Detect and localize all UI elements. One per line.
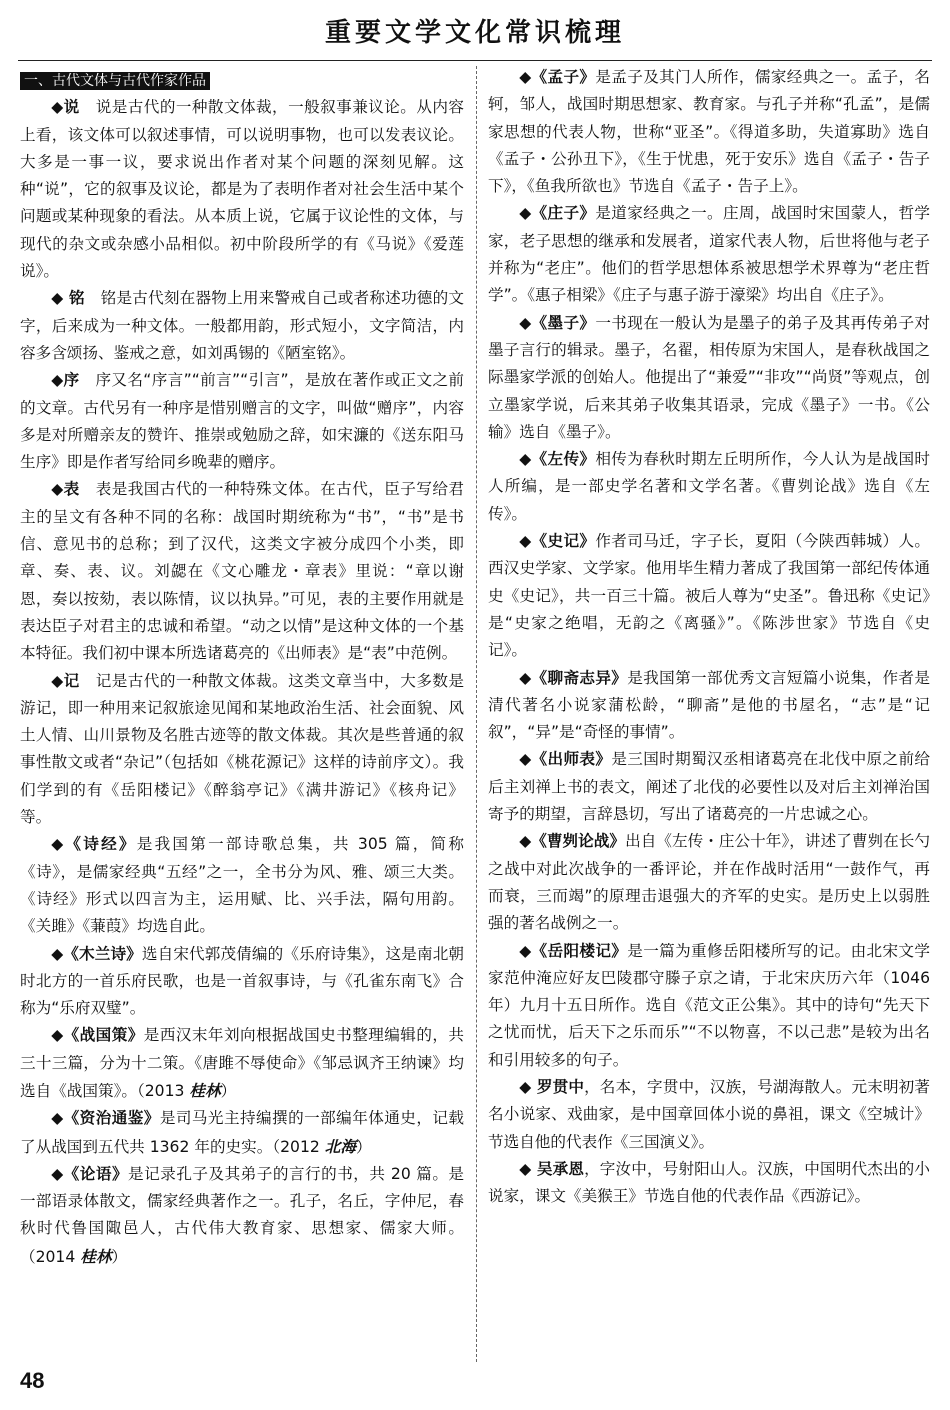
entry-term: ◆《聊斋志异》 [519,668,628,687]
entry [488,828,930,937]
entry [488,1156,930,1211]
entry-term: ◆ 罗贯中 [519,1077,585,1096]
entry-body: 一书现在一般认为是墨子的弟子及其再传弟子对墨子言行的辑录。墨子，名翟，相传原为宋国人，是春秋战国之际墨家学派的创始人。他提出了“兼爱”“非攻”“尚贤”等观点，创立墨家学说，后来其弟子收集其语录，完成《墨子》一书。《公输》选自《墨子》。 [488,313,930,441]
entry-body: 是道家经典之一。庄周，战国时宋国蒙人，哲学家，老子思想的继承和发展者，道家代表人物，后世将他与老子并称为“老庄”。他们的哲学思想体系被思想学术界尊为“老庄哲学”。《惠子相梁》《庄子与惠子游于濠梁》均出自《庄子》。 [488,204,930,305]
entry-term: ◆《孟子》 [519,68,596,86]
entry [488,64,930,200]
entry-term: ◆《左传》 [519,450,596,469]
entry-term: ◆《资治通鉴》 [51,1109,160,1128]
entry-term: ◆《墨子》 [519,313,596,332]
entry-body: 是一篇为重修岳阳楼所写的记。由北宋文学家范仲淹应好友巴陵郡守滕子京之请，于北宋庆历六年（1046 年）九月十五日所作。选自《范文正公集》。其中的诗句“先天下之忧而忧，后天下之乐而乐”“不以物喜，不以己悲”是较为出名和引用较多的句子。 [488,941,930,1069]
entry-term: ◆ 铭 [51,289,85,308]
entry-body: 是我国第一部诗歌总集，共 305 篇，简称《诗》，是儒家经典“五经”之一，全书分为风、雅、颂三大类。《诗经》形式以四言为主，运用赋、比、兴手法，隔句用韵。《关雎》《蒹葭》均选自此。 [20,835,464,936]
entry [20,285,464,367]
entry-body: 相传为春秋时期左丘明所作，今人认为是战国时人所编，是一部史学名著和文学名著。《曹刿论战》选自《左传》。 [488,450,930,523]
exam-source: 北海 [324,1136,356,1156]
entry-body: 说是古代的一种散文体裁，一般叙事兼议论。从内容上看，该文体可以叙述事情，可以说明事物，也可以发表议论。大多是一事一议，要求说出作者对某个问题的深刻见解。这种“说”，它的叙事及议论，都是为了表明作者对社会生活中某个问题或某种现象的看法。从本质上说，它属于议论性的文体，与现代的杂文或杂感小品相似。初中阶段所学的有《马说》《爱莲说》。 [20,98,464,281]
entry-body: 是西汉末年刘向根据战国史书整理编辑的，共三十三篇，分为十二策。《唐雎不辱使命》《邹忌讽齐王纳谏》均选自《战国策》。（2013 [20,1026,464,1100]
entry [20,476,464,667]
entry-term: ◆《论语》 [51,1164,129,1183]
entry [488,938,930,1074]
entry [20,831,464,940]
entry [20,94,464,285]
left-column [20,64,464,1271]
closing-paren: ） [111,1247,128,1266]
entry-body: 是司马光主持编撰的一部编年体通史，记载了从战国到五代共 1362 年的史实。（2012 [20,1109,464,1156]
entry-body: 表是我国古代的一种特殊文体。在古代，臣子写给君主的呈文有各种不同的名称：战国时期统称为“书”，“书”是书信、意见书的总称；到了汉代，这类文字被分成四个小类，即章、奏、表、议。刘勰在《文心雕龙・章表》里说：“章以谢恩，奏以按劾，表以陈情，议以执异。”可见，表的主要作用就是表达臣子对君主的忠诚和希望。“动之以情”是这种文体的一个基本特征。我们初中课本所选诸葛亮的《出师表》是“表”中范例。 [20,480,464,663]
entry-term: ◆《曹刿论战》 [519,832,626,851]
entry [488,1074,930,1156]
entry-body: 作者司马迁，字子长，夏阳（今陕西韩城）人。西汉史学家、文学家。他用毕生精力著成了我国第一部纪传体通史《史记》，共一百三十篇。被后人尊为“史圣”。鲁迅称《史记》是“史家之绝唱，无韵之《离骚》”。《陈涉世家》节选自《史记》。 [488,532,930,660]
entry [20,941,464,1023]
entry-body: 是孟子及其门人所作，儒家经典之一。孟子，名轲，邹人，战国时期思想家、教育家。与孔子并称“孔孟”，是儒家思想的代表人物，世称“亚圣”。《得道多助，失道寡助》选自《孟子・公孙丑下》，《生于忧患，死于安乐》选自《孟子・告子下》，《鱼我所欲也》节选自《孟子・告子上》。 [488,68,930,196]
closing-paren: ） [355,1137,372,1156]
entry-term: ◆《庄子》 [519,204,596,223]
entry [488,528,930,664]
entry-body: 是我国第一部优秀文言短篇小说集，作者是清代著名小说家蒲松龄，“聊斋”是他的书屋名，“志”是“记叙”，“异”是“奇怪的事情”。 [488,668,930,742]
entry-body: 选自宋代郭茂倩编的《乐府诗集》，这是南北朝时北方的一首乐府民歌，也是一首叙事诗，与《孔雀东南飞》合称为“乐府双璧”。 [20,944,464,1018]
entry-term: ◆表 [51,480,80,499]
entry-body: ，字汝中，号射阳山人。汉族，中国明代杰出的小说家，课文《美猴王》节选自他的代表作品《西游记》。 [488,1159,930,1206]
entry-term: ◆序 [51,371,80,390]
entry-term: ◆《木兰诗》 [51,944,142,963]
entry [20,668,464,832]
title-rule [18,60,932,61]
exam-source: 桂林 [80,1246,112,1266]
entry-body: ，名本，字贯中，汉族，号湖海散人。元末明初著名小说家、戏曲家，是中国章回体小说的鼻祖，课文《空城计》节选自他的代表作《三国演义》。 [488,1077,930,1151]
entry [20,1022,464,1105]
entry [20,1105,464,1161]
entry-body: 铭是古代刻在器物上用来警戒自己或者称述功德的文字，后来成为一种文体。一般都用韵，形式短小，文字简洁，内容多含颂扬、鉴戒之意，如刘禹锡的《陋室铭》。 [20,289,464,362]
entry-term: ◆说 [51,98,80,117]
page-number: 48 [20,1368,45,1393]
exam-source: 桂林 [189,1080,221,1100]
entry-term: ◆《史记》 [519,532,596,551]
entry [488,200,930,309]
right-column [488,64,930,1210]
entry [488,446,930,528]
entry-term: ◆ 吴承恩 [519,1159,585,1178]
column-divider [476,66,477,1362]
entry-body: 序又名“序言”“前言”“引言”，是放在著作或正文之前的文章。古代另有一种序是惜别赠言的文字，叫做“赠序”，内容多是对所赠亲友的赞许、推崇或勉励之辞，如宋濂的《送东阳马生序》即是作者写给同乡晚辈的赠序。 [20,371,464,472]
entry-body: 出自《左传・庄公十年》，讲述了曹刿在长勺之战中对此次战争的一番评论，并在作战时活用“一鼓作气，再而衰，三而竭”的原理击退强大的齐军的史实。是历史上以弱胜强的著名战例之一。 [488,832,930,933]
entry-term: ◆记 [51,671,80,690]
entry [20,367,464,476]
entry-term: ◆《出师表》 [519,750,612,769]
entry-body: 是记录孔子及其弟子的言行的书，共 20 篇。是一部语录体散文，儒家经典著作之一。孔子，名丘，字仲尼，春秋时代鲁国陬邑人，古代伟大教育家、思想家、儒家大师。（2014 [20,1164,464,1266]
closing-paren: ） [220,1081,237,1100]
entry-term: ◆《诗经》 [51,835,137,854]
entry [488,746,930,828]
entry [20,1161,464,1271]
section-header: 一、古代文体与古代作家作品 [20,72,210,90]
entry [488,665,930,747]
entry-body: 记是古代的一种散文体裁。这类文章当中，大多数是游记，即一种用来记叙旅途见闻和某地政治生活、社会面貌、风土人情、山川景物及名胜古迹等的散文体裁。其次是些普通的叙事性散文或者“杂记”（包括如《桃花源记》这样的诗前序文）。我们学到的有《岳阳楼记》《醉翁亭记》《满井游记》《核舟记》等。 [20,671,464,827]
entry-term: ◆《岳阳楼记》 [519,941,628,960]
entry [488,310,930,446]
page-title: 重要文学文化常识梳理 [324,18,625,48]
entry-term: ◆《战国策》 [51,1026,144,1045]
entry-body: 是三国时期蜀汉丞相诸葛亮在北伐中原之前给后主刘禅上书的表文，阐述了北伐的必要性以及对后主刘禅治国寄予的期望，言辞恳切，写出了诸葛亮的一片忠诚之心。 [488,750,930,824]
